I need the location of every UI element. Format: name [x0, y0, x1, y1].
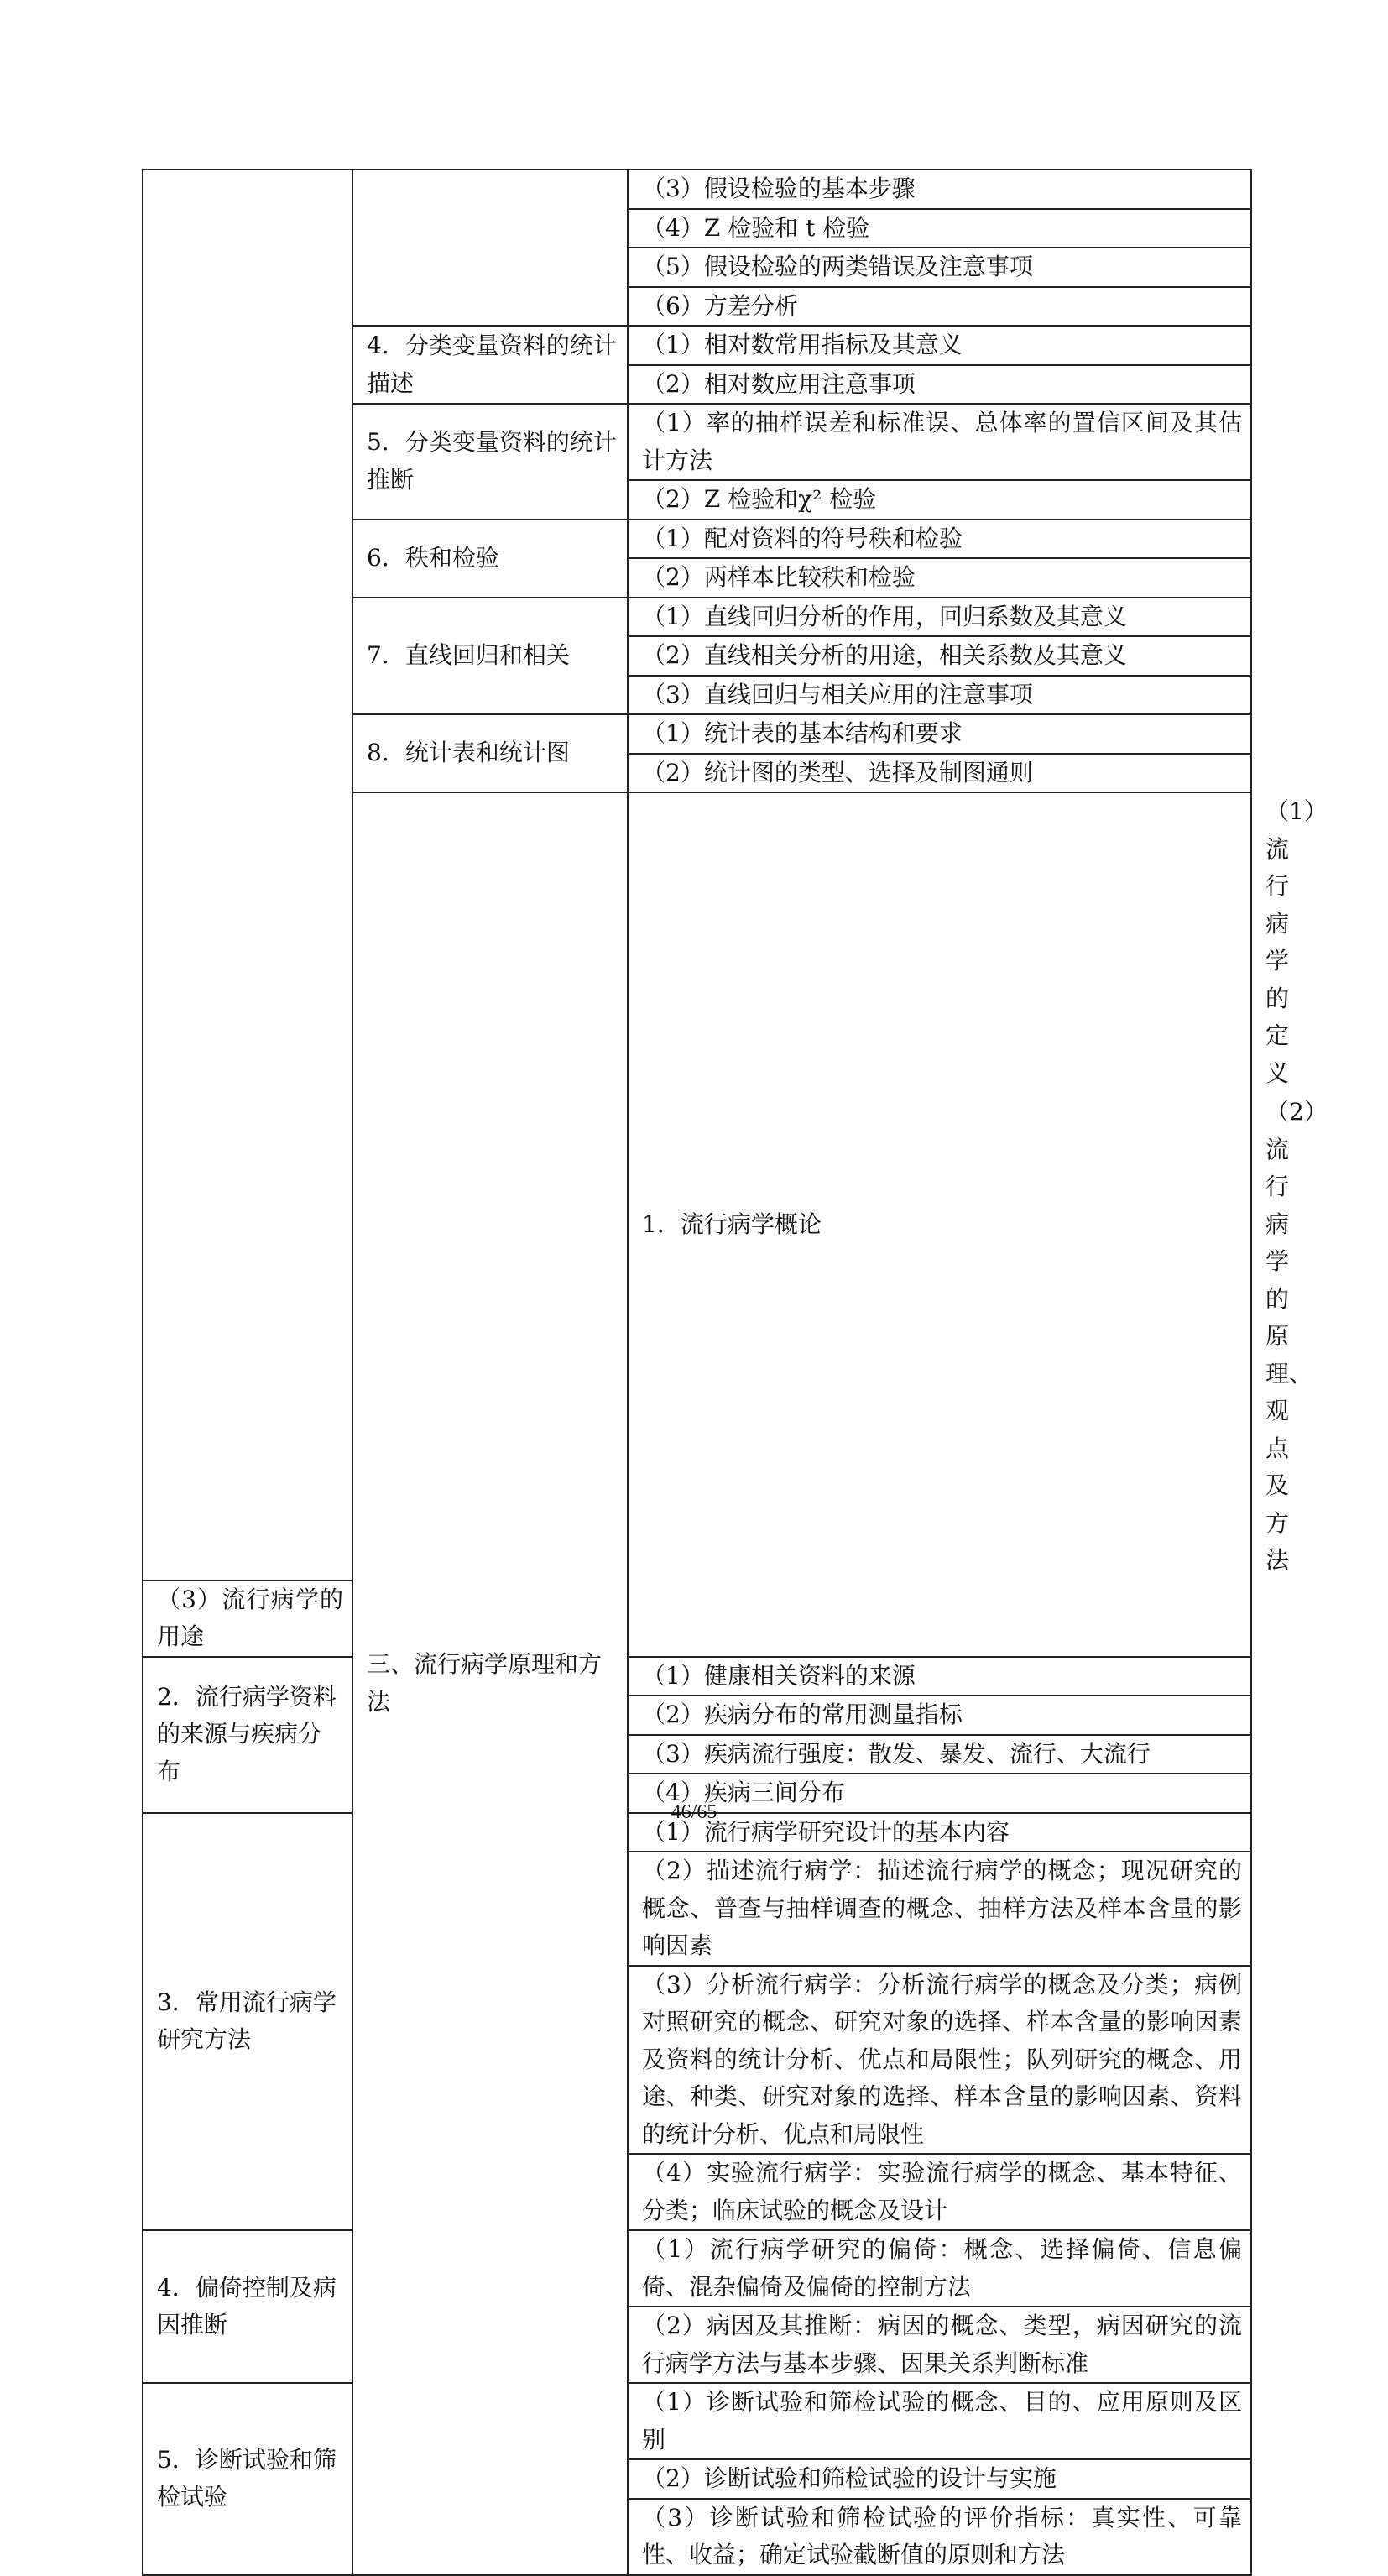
topic-cell: 5．诊断试验和筛检试验: [143, 2383, 352, 2575]
page-number: 46/65: [671, 1801, 717, 1823]
topic-cell: 2．流行病学资料的来源与疾病分布: [143, 1657, 352, 1813]
item-cell: （3）假设检验的基本步骤: [628, 170, 1251, 209]
item-cell: （3）分析流行病学：分析流行病学的概念及分类；病例对照研究的概念、研究对象的选择、样本含量的影响因素及资料的统计分析、优点和局限性；队列研究的概念、用途、种类、研究对象的选择、样本含量的影响因素、资料的统计分析、优点和局限性: [628, 1966, 1251, 2155]
item-cell: （3）疾病流行强度：散发、暴发、流行、大流行: [628, 1735, 1251, 1774]
unit-cell: [143, 170, 352, 1581]
topic-cell: 8．统计表和统计图: [352, 714, 628, 792]
item-cell: （2）病因及其推断：病因的概念、类型，病因研究的流行病学方法与基本步骤、因果关系判断标准: [628, 2307, 1251, 2383]
item-cell: （4）Z 检验和 t 检验: [628, 209, 1251, 248]
item-cell: （3）诊断试验和筛检试验的评价指标：真实性、可靠性、收益；确定试验截断值的原则和方法: [628, 2499, 1251, 2575]
item-cell: （1）流行病学研究的偏倚：概念、选择偏倚、信息偏倚、混杂偏倚及偏倚的控制方法: [628, 2230, 1251, 2307]
topic-cell: 3．常用流行病学研究方法: [143, 1813, 352, 2231]
item-cell: （1）率的抽样误差和标准误、总体率的置信区间及其估计方法: [628, 404, 1251, 480]
item-cell: （6）方差分析: [628, 287, 1251, 327]
topic-cell: [352, 170, 628, 326]
item-cell: （2）统计图的类型、选择及制图通则: [628, 754, 1251, 793]
table-row: （2）流行病学的原理、观点及方法: [1265, 1098, 1328, 1574]
table-row: [143, 2383, 1251, 2459]
topic-cell: 4．分类变量资料的统计描述: [352, 326, 628, 404]
item-cell: （2）描述流行病学：描述流行病学的概念；现况研究的概念、普查与抽样调查的概念、抽样方法及样本含量的影响因素: [628, 1852, 1251, 1966]
item-cell: （4）实验流行病学：实验流行病学的概念、基本特征、分类；临床试验的概念及设计: [628, 2154, 1251, 2230]
item-cell: （1）统计表的基本结构和要求: [628, 714, 1251, 754]
topic-cell: 5．分类变量资料的统计推断: [352, 404, 628, 520]
item-cell: （2）直线相关分析的用途，相关系数及其意义: [628, 636, 1251, 676]
syllabus-table: [142, 169, 1328, 2576]
item-cell: （2）两样本比较秩和检验: [628, 558, 1251, 598]
unit-cell: 三、流行病学原理和方法: [352, 792, 628, 2575]
table-row: [143, 1657, 1251, 1696]
topic-cell: 4．偏倚控制及病因推断: [143, 2230, 352, 2383]
topic-cell: 6．秩和检验: [352, 520, 628, 598]
item-cell: （3）流行病学的用途: [143, 1581, 352, 1657]
item-cell: （1）相对数常用指标及其意义: [628, 326, 1251, 365]
item-cell: （1）健康相关资料的来源: [628, 1657, 1251, 1696]
table-row: 三、流行病学原理和方法 1．流行病学概论 （1）流行病学的定义: [143, 792, 1251, 1093]
item-cell: （2）疾病分布的常用测量指标: [628, 1696, 1251, 1735]
item-cell: （5）假设检验的两类错误及注意事项: [628, 248, 1251, 287]
item-cell: （1）流行病学研究设计的基本内容: [628, 1813, 1251, 1852]
table-row: [143, 2230, 1251, 2307]
item-cell: （1）诊断试验和筛检试验的概念、目的、应用原则及区别: [628, 2383, 1251, 2459]
topic-cell: 7．直线回归和相关: [352, 598, 628, 715]
table-row: [143, 170, 1251, 209]
item-cell: （2）相对数应用注意事项: [628, 365, 1251, 405]
item-cell: （1）直线回归分析的作用，回归系数及其意义: [628, 598, 1251, 637]
item-cell: （2）Z 检验和χ² 检验: [628, 480, 1251, 520]
item-cell: （2）诊断试验和筛检试验的设计与实施: [628, 2459, 1251, 2499]
item-cell: （1）配对资料的符号秩和检验: [628, 520, 1251, 559]
item-cell: （4）疾病三间分布: [628, 1774, 1251, 1813]
item-cell: （3）直线回归与相关应用的注意事项: [628, 676, 1251, 715]
topic-cell: 1．流行病学概论: [628, 792, 1251, 1657]
